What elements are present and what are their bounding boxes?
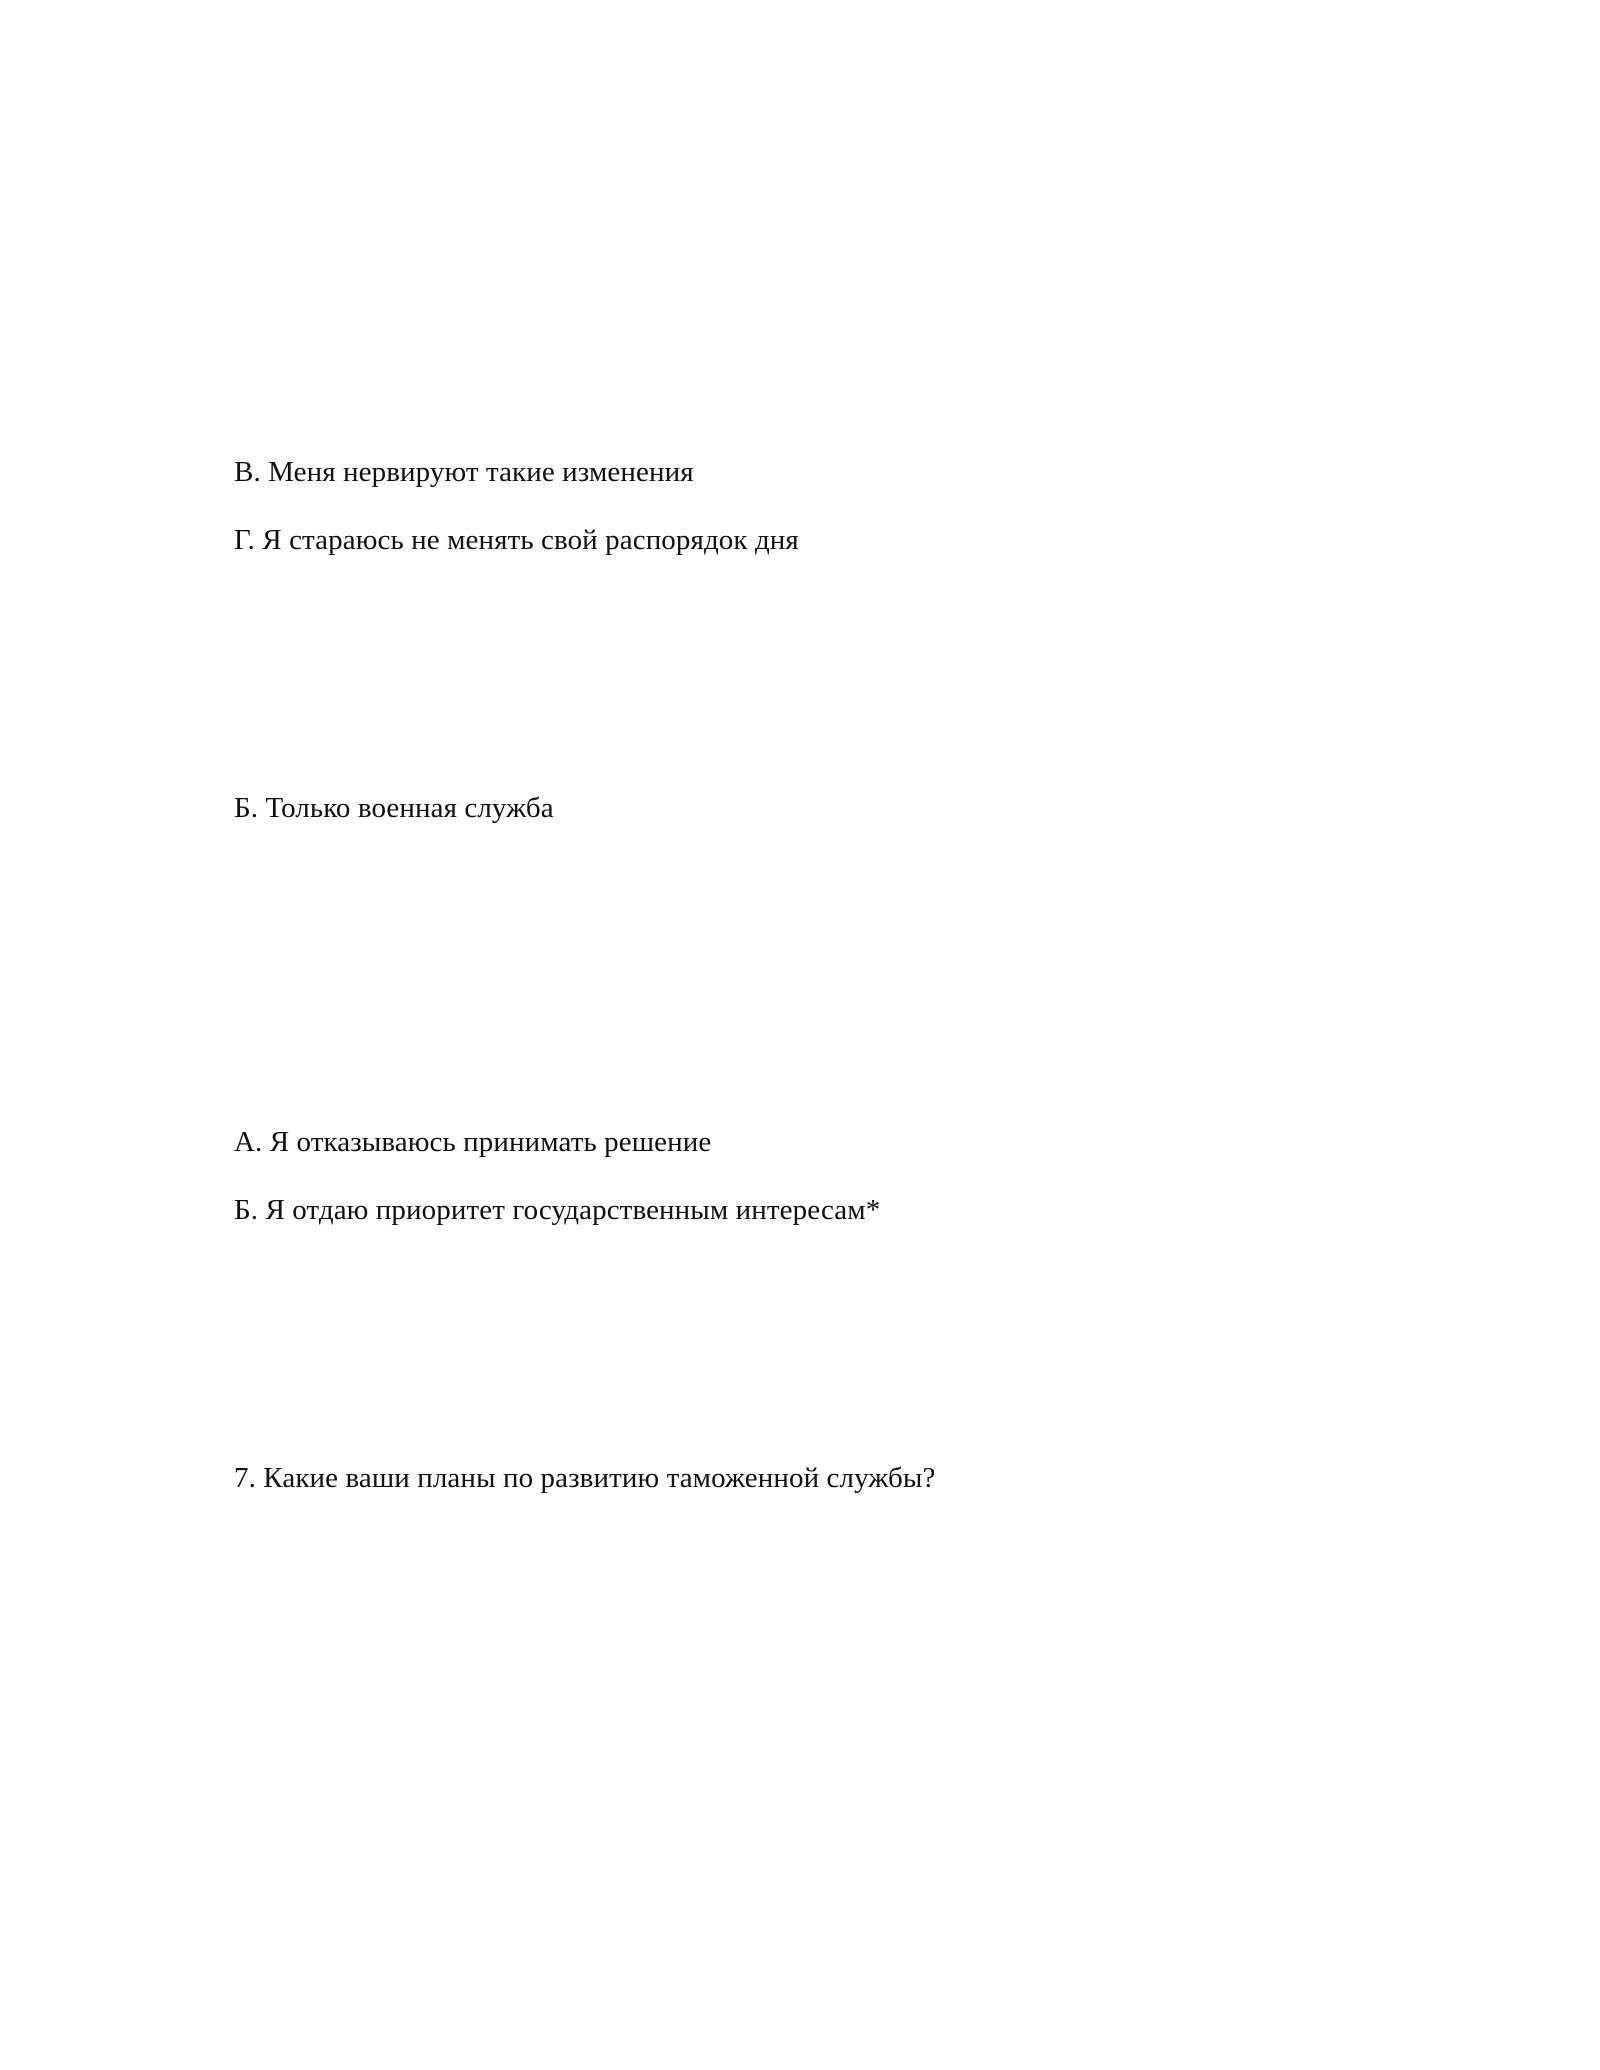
answer-option-b-priority: Б. Я отдаю приоритет государственным интересам*	[234, 1194, 881, 1226]
answer-option-v: В. Меня нервируют такие изменения	[234, 456, 694, 488]
answer-option-g: Г. Я стараюсь не менять свой распорядок дня	[234, 524, 799, 556]
question-7: 7. Какие ваши планы по развитию таможенной службы?	[234, 1462, 936, 1494]
answer-option-a: А. Я отказываюсь принимать решение	[234, 1126, 712, 1158]
answer-option-b-military: Б. Только военная служба	[234, 792, 554, 824]
